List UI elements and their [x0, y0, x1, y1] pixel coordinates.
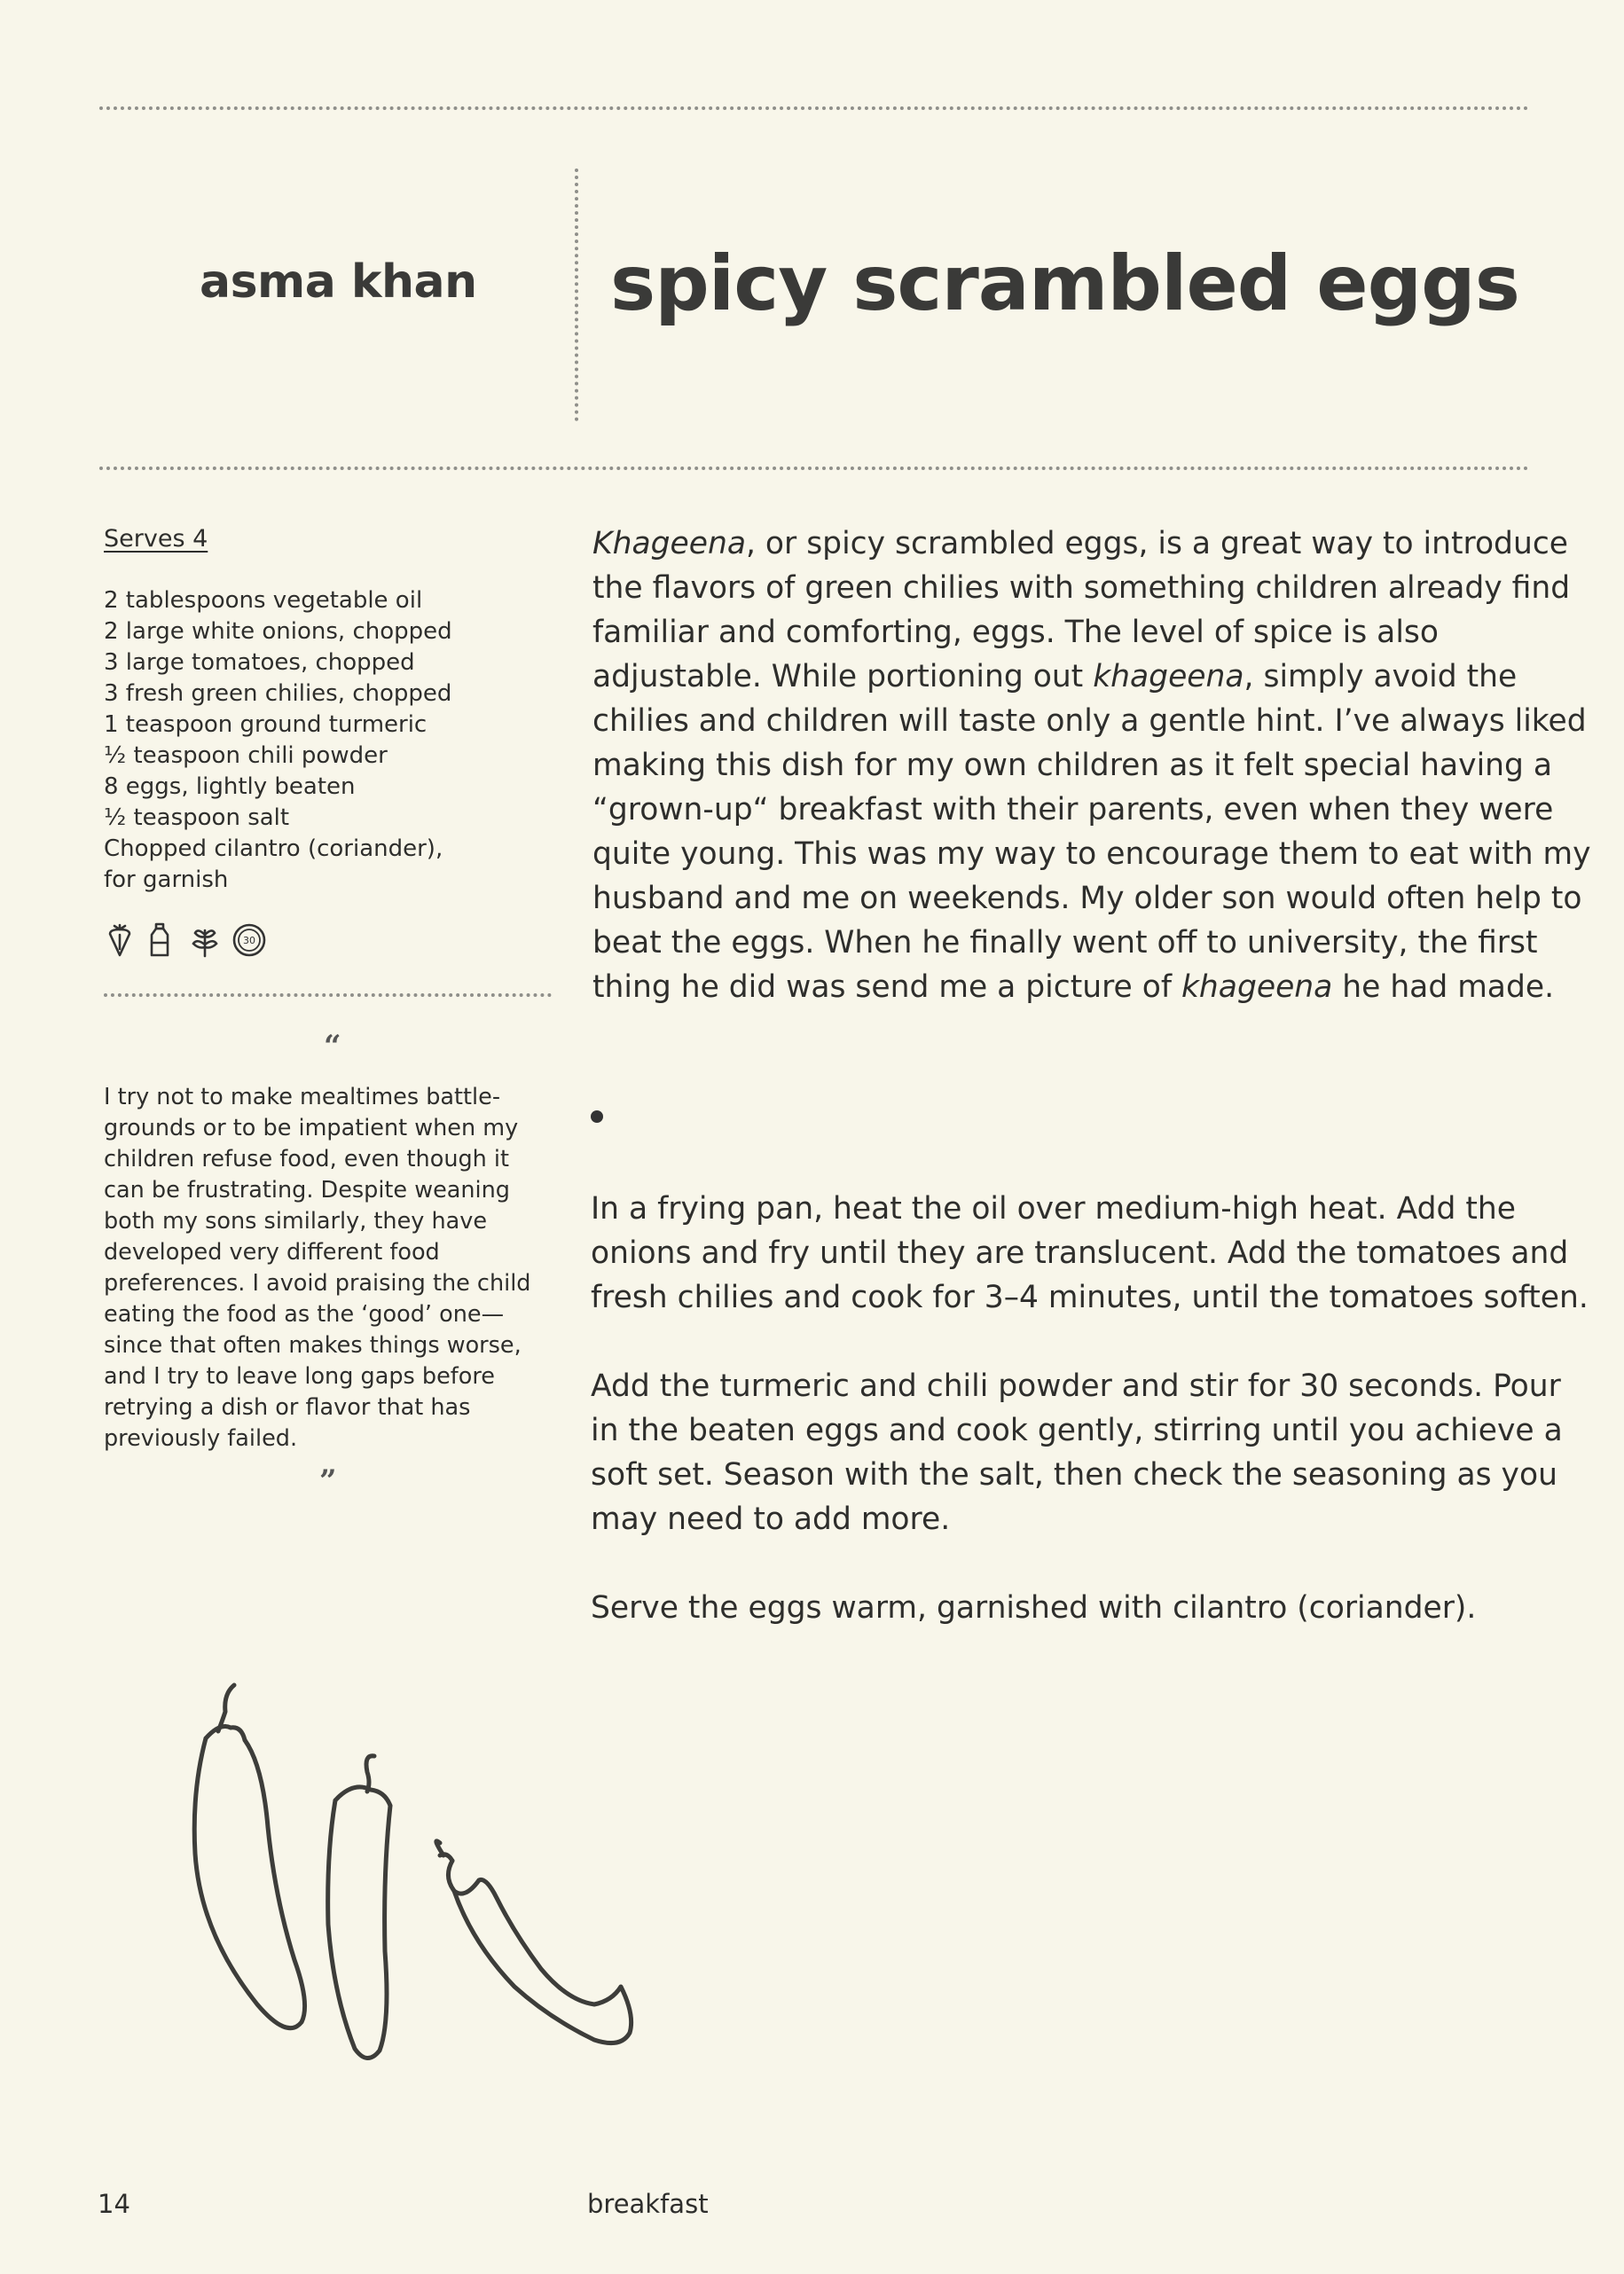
- intro-italic-end: khageena: [1181, 969, 1333, 1005]
- quote-close-mark: ”: [319, 1463, 337, 1499]
- top-rule: [99, 106, 1529, 110]
- author-name: asma khan: [200, 255, 477, 309]
- sidebar-quote: I try not to make mealtimes battle-grounds or to be impatient when my children refuse food, even though it can be frustrating. Despite weaning both my sons similarly, they have developed very different food preferences. I avoid praising the child eating the food as the ‘good’ one—since that often makes things worse, and I try to leave long gaps before retrying a dish or flavor that has previously failed.: [104, 1084, 531, 1452]
- header-divider: [575, 169, 578, 421]
- plant-icon: [189, 922, 221, 958]
- ingredient-item: 3 fresh green chilies, chopped: [104, 680, 452, 707]
- ingredient-item: 2 large white onions, chopped: [104, 618, 452, 645]
- recipe-title: spicy scrambled eggs: [610, 239, 1519, 328]
- page-number: 14: [98, 2189, 130, 2219]
- chili-peppers-illustration: [177, 1667, 727, 2075]
- intro-italic-lead: Khageena: [592, 526, 746, 561]
- ingredient-item: ½ teaspoon chili powder: [104, 742, 388, 769]
- section-name: breakfast: [587, 2189, 709, 2219]
- ingredient-item: 2 tablespoons vegetable oil: [104, 587, 423, 614]
- intro-text-1: , or spicy scrambled eggs, is a great way to introduce the flavors of green chilies with something children already find familiar and comforting, eggs. The level of spice is also adjustable. While portioning out: [592, 526, 1571, 694]
- method-step: In a frying pan, heat the oil over medium-high heat. Add the onions and fry until they are translucent. Add the tomatoes and fresh chilies and cook for 3–4 minutes, until the tomatoes soften.: [591, 1191, 1589, 1315]
- bottle-icon: [146, 922, 178, 958]
- thirty-minutes-label: 30: [243, 935, 255, 946]
- sidebar-rule: [104, 993, 552, 997]
- thirty-minutes-icon: [231, 922, 263, 958]
- carrot-icon: [104, 922, 136, 958]
- ingredient-item: 1 teaspoon ground turmeric: [104, 711, 428, 738]
- method-step: Serve the eggs warm, garnished with cilantro (coriander).: [591, 1590, 1477, 1626]
- ingredient-item: for garnish: [104, 866, 229, 893]
- intro-text-3: he had made.: [1332, 969, 1555, 1005]
- ingredient-item: 3 large tomatoes, chopped: [104, 649, 415, 676]
- quote-open-mark: “: [324, 1029, 341, 1064]
- method-steps: [591, 1187, 1593, 1674]
- serves-label: Serves 4: [104, 525, 208, 553]
- method-step: Add the turmeric and chili powder and stir for 30 seconds. Pour in the beaten eggs and cook gently, stirring until you achieve a soft set. Season with the salt, then check the seasoning as you may need to add more.: [591, 1368, 1563, 1537]
- intro-italic-mid: khageena: [1093, 659, 1244, 694]
- section-bullet: [591, 1110, 603, 1123]
- header-bottom-rule: [99, 467, 1529, 470]
- intro-paragraph: [592, 521, 1604, 1009]
- ingredient-item: 8 eggs, lightly beaten: [104, 773, 356, 800]
- intro-text-2: , simply avoid the chilies and children will taste only a gentle hint. I’ve always liked making this dish for my own children as it felt special having a “grown-up“ breakfast with their parents, even when they were quite young. This was my way to encourage them to eat with my husband and me on weekends. My older son would often help to beat the eggs. When he finally went off to university, the first thing he did was send me a picture of: [592, 659, 1591, 1005]
- ingredient-item: ½ teaspoon salt: [104, 804, 290, 831]
- ingredient-item: Chopped cilantro (coriander),: [104, 835, 443, 862]
- ingredient-list: [104, 585, 547, 896]
- dietary-icons: [104, 919, 263, 961]
